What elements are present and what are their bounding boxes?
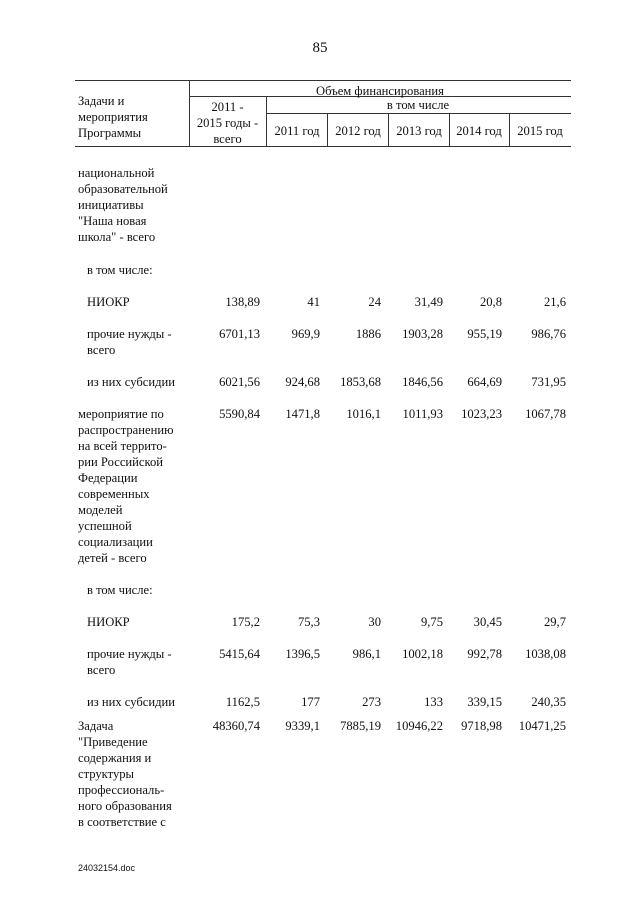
cell-value: 9339,1 (285, 719, 320, 733)
row-label-line: на всей террито- (78, 439, 167, 453)
row-label-line: детей - всего (78, 551, 147, 565)
row-label-line: в том числе: (87, 583, 153, 597)
row-label-line: рии Российской (78, 455, 163, 469)
header-including-rule (266, 113, 571, 114)
cell-value: 75,3 (297, 615, 320, 629)
cell-value: 31,49 (414, 295, 443, 309)
cell-value: 1846,56 (402, 375, 443, 389)
cell-value: 1016,1 (346, 407, 381, 421)
cell-value: 1002,18 (402, 647, 443, 661)
row-label-line: профессиональ- (78, 783, 165, 797)
row-label-line: школа" - всего (78, 230, 156, 244)
cell-value: 21,6 (543, 295, 566, 309)
cell-value: 1067,78 (525, 407, 566, 421)
row-label (87, 262, 199, 278)
header-total: 2011 - 2015 годы - всего (196, 100, 259, 146)
cell-value: 6701,13 (219, 327, 260, 341)
cell-value: 138,89 (225, 295, 260, 309)
row-label-line: содержания и (78, 751, 152, 765)
cell-value: 5415,64 (219, 647, 260, 661)
row-label-line: мероприятие по (78, 407, 164, 421)
cell-value: 955,19 (467, 327, 502, 341)
cell-value: 30 (368, 615, 381, 629)
header-bottom-rule (75, 146, 571, 147)
row-label-line: НИОКР (87, 295, 130, 309)
cell-value: 20,8 (479, 295, 502, 309)
row-label-line: из них субсидии (87, 695, 175, 709)
cell-value: 240,35 (531, 695, 566, 709)
cell-value: 1471,8 (285, 407, 320, 421)
cell-value: 133 (424, 695, 443, 709)
cell-value: 273 (362, 695, 381, 709)
row-label-line: "Приведение (78, 735, 148, 749)
row-label-line: в том числе: (87, 263, 153, 277)
row-label-line: моделей (78, 503, 123, 517)
cell-value: 5590,84 (219, 407, 260, 421)
cell-value: 969,9 (291, 327, 320, 341)
row-label-line: успешной (78, 519, 132, 533)
cell-value: 1886 (355, 327, 381, 341)
row-label (87, 326, 199, 358)
row-label-line: НИОКР (87, 615, 130, 629)
cell-value: 1853,68 (340, 375, 381, 389)
cell-value: 24 (368, 295, 381, 309)
row-label-line: Федерации (78, 471, 138, 485)
row-label (87, 294, 199, 310)
row-label-line: всего (87, 663, 116, 677)
row-label-line: из них субсидии (87, 375, 175, 389)
header-year-2013: 2013 год (396, 124, 442, 138)
cell-value: 6021,56 (219, 375, 260, 389)
table-top-rule (75, 80, 571, 81)
cell-value: 339,15 (467, 695, 502, 709)
cell-value: 41 (307, 295, 320, 309)
cell-value: 1903,28 (402, 327, 443, 341)
header-column-label: Задачи и мероприятия Программы (78, 94, 148, 140)
header-year-2011: 2011 год (274, 124, 320, 138)
cell-value: 9718,98 (461, 719, 502, 733)
footer-filename: 24032154.doc (78, 863, 136, 873)
row-label (87, 614, 199, 630)
cell-value: 1011,93 (402, 407, 443, 421)
cell-value: 1162,5 (225, 695, 260, 709)
row-label (78, 718, 190, 830)
cell-value: 1396,5 (285, 647, 320, 661)
cell-value: 10471,25 (518, 719, 566, 733)
cell-value: 48360,74 (212, 719, 260, 733)
header-year-2015: 2015 год (517, 124, 563, 138)
row-label-line: прочие нужды - (87, 647, 172, 661)
row-label-line: всего (87, 343, 116, 357)
row-label-line: "Наша новая (78, 214, 147, 228)
cell-value: 992,78 (467, 647, 502, 661)
row-label-line: образовательной (78, 182, 168, 196)
cell-value: 9,75 (420, 615, 443, 629)
cell-value: 986,1 (352, 647, 381, 661)
cell-value: 986,76 (531, 327, 566, 341)
row-label-line: национальной (78, 166, 155, 180)
row-label-line: ного образования (78, 799, 172, 813)
cell-value: 175,2 (231, 615, 260, 629)
row-label (87, 374, 199, 390)
cell-value: 177 (301, 695, 320, 709)
row-label (87, 694, 199, 710)
row-label-line: современных (78, 487, 150, 501)
header-including: в том числе (386, 98, 450, 112)
cell-value: 664,69 (467, 375, 502, 389)
row-label-line: распространению (78, 423, 174, 437)
page-number: 85 (312, 40, 328, 56)
row-label (78, 165, 190, 245)
row-label-line: социализации (78, 535, 153, 549)
cell-value: 731,95 (531, 375, 566, 389)
cell-value: 1023,23 (461, 407, 502, 421)
row-label-line: структуры (78, 767, 135, 781)
cell-value: 7885,19 (340, 719, 381, 733)
row-label-line: в соответствие с (78, 815, 166, 829)
row-label-line: Задача (78, 719, 114, 733)
header-financing: Объем финансирования (316, 84, 444, 98)
cell-value: 924,68 (285, 375, 320, 389)
cell-value: 30,45 (473, 615, 502, 629)
header-year-2012: 2012 год (335, 124, 381, 138)
row-label (78, 406, 190, 566)
row-label (87, 582, 199, 598)
header-year-2014: 2014 год (456, 124, 502, 138)
row-label-line: прочие нужды - (87, 327, 172, 341)
cell-value: 10946,22 (395, 719, 443, 733)
cell-value: 29,7 (543, 615, 566, 629)
row-label-line: инициативы (78, 198, 144, 212)
cell-value: 1038,08 (525, 647, 566, 661)
row-label (87, 646, 199, 678)
